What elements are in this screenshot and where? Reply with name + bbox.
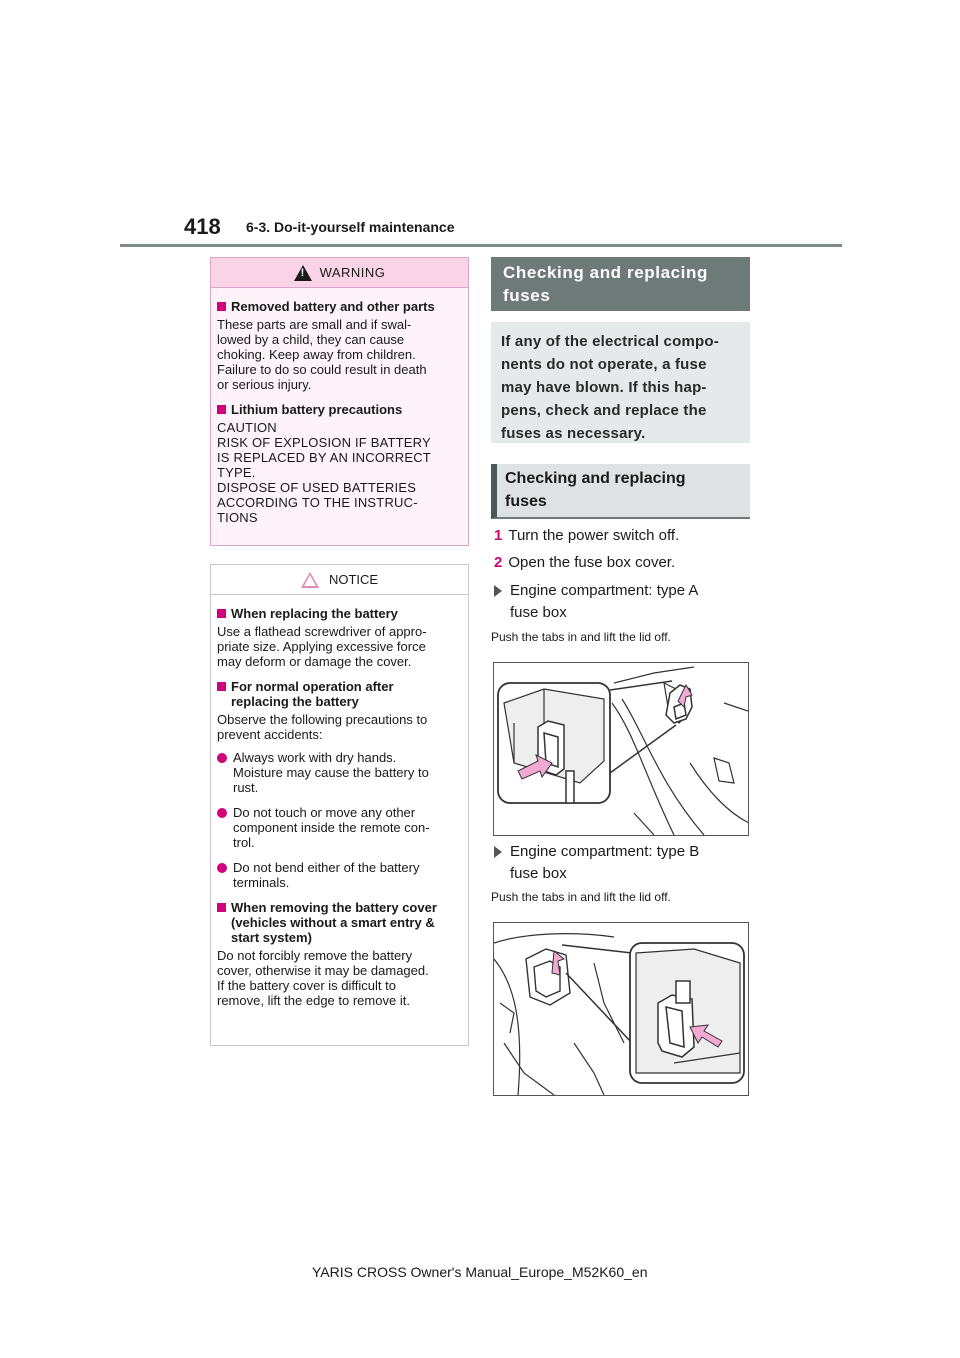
- square-bullet-icon: [217, 609, 226, 618]
- step-number: 1: [494, 527, 503, 544]
- warning-box: [210, 257, 469, 546]
- header-divider: [120, 244, 842, 247]
- notice-header: [211, 565, 468, 595]
- square-bullet-icon: [217, 302, 226, 311]
- list-item: Do not bend either of the battery terminals.: [217, 860, 462, 890]
- list-item: Always work with dry hands. Moisture may cause the battery to rust.: [217, 750, 462, 795]
- chapter-title: Checking and replacing fuses: [491, 257, 750, 311]
- step-2: 2 Open the fuse box cover.: [494, 554, 676, 571]
- type-b-fuse-box-illustration: [493, 922, 749, 1096]
- notice-text-normal-operation: Observe the following precautions to prevent accidents:: [217, 712, 428, 742]
- notice-triangle-icon: [301, 572, 319, 588]
- type-b-caption: Push the tabs in and lift the lid off.: [491, 890, 671, 904]
- notice-heading-replacing: When replacing the battery: [217, 606, 462, 621]
- warning-label: WARNING: [319, 265, 386, 280]
- intro-text: If any of the electrical compo- nents do not operate, a fuse may have blown. If this hap- pens, check and replace the fuses as necessary.: [491, 322, 750, 443]
- round-bullet-icon: [217, 808, 227, 818]
- round-bullet-icon: [217, 863, 227, 873]
- warning-heading-lithium: Lithium battery precautions: [217, 402, 462, 417]
- section-title: 6-3. Do-it-yourself maintenance: [246, 219, 455, 235]
- triangle-arrow-icon: [494, 585, 502, 597]
- warning-triangle-icon: [294, 265, 312, 281]
- notice-box: [210, 564, 469, 1046]
- square-bullet-icon: [217, 405, 226, 414]
- warning-header: [211, 258, 468, 288]
- fuse-box-b-drawing: [494, 923, 749, 1096]
- type-b-label: Engine compartment: type B fuse box: [494, 841, 699, 885]
- square-bullet-icon: [217, 682, 226, 691]
- step-1: 1 Turn the power switch off.: [494, 527, 680, 544]
- type-a-caption: Push the tabs in and lift the lid off.: [491, 630, 671, 644]
- footer-text: YARIS CROSS Owner's Manual_Europe_M52K60_en: [312, 1264, 648, 1280]
- triangle-arrow-icon: [494, 846, 502, 858]
- notice-text-battery-cover: Do not forcibly remove the battery cover, otherwise it may be damaged. If the battery cover is difficult to remove, lift the edge to remove it.: [217, 948, 429, 1008]
- type-a-label: Engine compartment: type A fuse box: [494, 580, 698, 624]
- notice-heading-normal-operation: For normal operation after replacing the battery: [217, 679, 462, 709]
- warning-text-removed-parts: These parts are small and if swal- lowed by a child, they can cause choking. Keep away from children. Failure to do so could result in death or serious injury.: [217, 317, 427, 392]
- fuse-box-a-drawing: [494, 663, 749, 836]
- type-a-fuse-box-illustration: [493, 662, 749, 836]
- warning-heading-removed-parts: Removed battery and other parts: [217, 299, 462, 314]
- list-item: Do not touch or move any other component inside the remote con- trol.: [217, 805, 462, 850]
- warning-text-lithium: CAUTION RISK OF EXPLOSION IF BATTERY IS REPLACED BY AN INCORRECT TYPE. DISPOSE OF USED BATTERIES ACCORDING TO THE INSTRUC- TIONS: [217, 420, 431, 525]
- page-number: 418: [184, 214, 221, 239]
- square-bullet-icon: [217, 903, 226, 912]
- sub-heading: Checking and replacing fuses: [491, 464, 750, 519]
- notice-label: NOTICE: [328, 572, 379, 587]
- round-bullet-icon: [217, 753, 227, 763]
- notice-text-replacing: Use a flathead screwdriver of appro- priate size. Applying excessive force may deform or damage the cover.: [217, 624, 427, 669]
- notice-heading-battery-cover: When removing the battery cover (vehicles without a smart entry & start system): [217, 900, 462, 945]
- step-number: 2: [494, 554, 503, 571]
